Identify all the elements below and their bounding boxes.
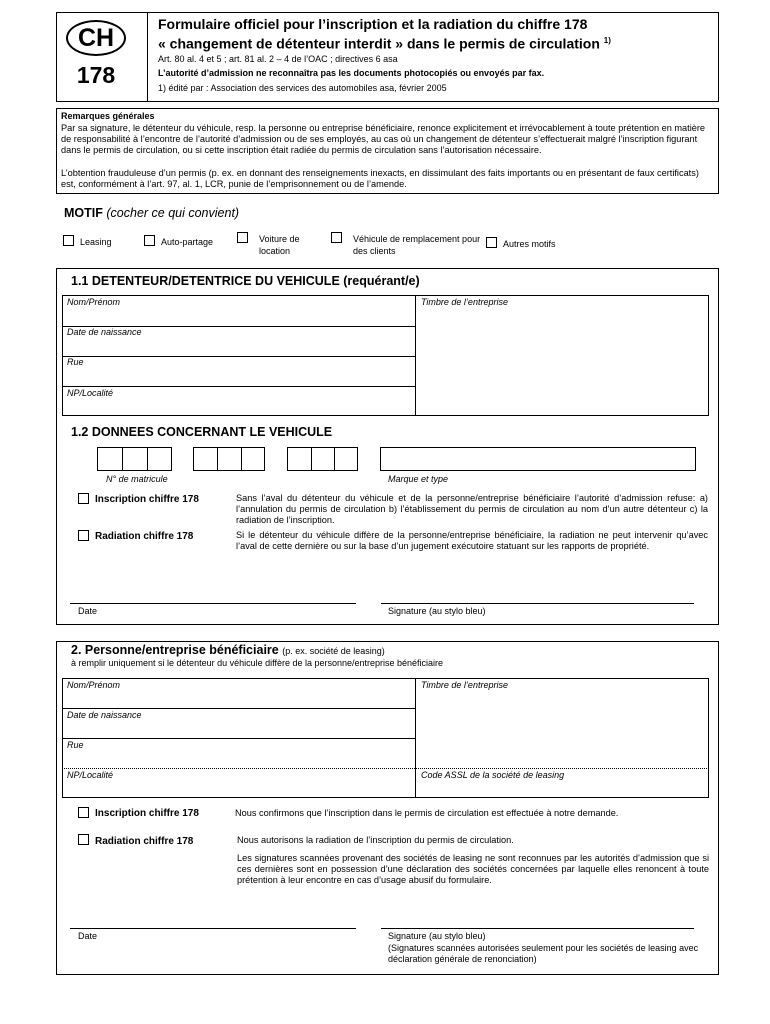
assl-code-field[interactable]: Code ASSL de la société de leasing <box>421 770 565 780</box>
beneficiary-birthdate-field[interactable]: Date de naissance <box>67 710 142 720</box>
motif-location-checkbox[interactable] <box>237 232 248 243</box>
section1-heading: 1.1 DETENTEUR/DETENTRICE DU VEHICULE (requérant/e) <box>71 274 420 288</box>
beneficiary-street-field[interactable]: Rue <box>67 740 84 750</box>
header-divider <box>147 12 148 102</box>
s2-radiation-checkbox[interactable] <box>78 834 89 845</box>
remarks-heading: Remarques générales <box>61 111 155 121</box>
beneficiary-stamp-field[interactable]: Timbre de l’entreprise <box>421 680 508 690</box>
s2-date-label: Date <box>78 931 98 941</box>
motif-leasing-label: Leasing <box>80 237 112 247</box>
section2-heading-label: 2. Personne/entreprise bénéficiaire <box>71 643 279 657</box>
vehicle-heading: 1.2 DONNEES CONCERNANT LE VEHICULE <box>71 425 333 439</box>
remarks-paragraph-1: Par sa signature, le détenteur du véhicule, resp. la personne ou entreprise bénéficiaire, renonce explicitement et irrévocablement à toute prétention en matière de responsabilité à l’encontre de l’autorité d’admission ou de ses employés, au cas où un changement de détenteur s’effectuerait malgré l’inscription figurant dans le permis de circulation, ou si cette inscription était radiée du permis de circulation sans l’autorisation nécessaire. <box>61 123 706 155</box>
s1-radiation-label: Radiation chiffre 178 <box>95 531 194 542</box>
s2-inscription-checkbox[interactable] <box>78 807 89 818</box>
s1-radiation-text: Si le détenteur du véhicule diffère de la personne/entreprise bénéficiaire, la radiation ne peut intervenir qu’avec l’aval de cette dernière ou sur la base d’un jugement exécutoire statuant sur les rapports de propriété. <box>236 530 708 551</box>
s1-inscription-text: Sans l’aval du détenteur du véhicule et de la personne/entreprise bénéficiaire l’autorité d’admission refuse: a) l’annulation du permis de circulation b) l’établissement du permis de circulation au nom d’un autre détenteur c) la radiation de l’inscription. <box>236 493 708 525</box>
motif-hint: (cocher ce qui convient) <box>106 206 240 220</box>
page-title-line1: Formulaire officiel pour l’inscription et la radiation du chiffre 178 <box>158 16 588 32</box>
motif-leasing-checkbox[interactable] <box>63 235 74 246</box>
s1-signature-line[interactable] <box>381 603 694 604</box>
brand-type-label: Marque et type <box>388 474 449 484</box>
edition-note: 1) édité par : Association des services des automobiles asa, février 2005 <box>158 83 447 93</box>
s2-scan-text: Les signatures scannées provenant des sociétés de leasing ne sont reconnues par les autorités d’admission que si ces dernières sont en possession d’une déclaration des sociétés concernées par laquelle elles renoncent à toute prétention à leur encontre en cas d’usage abusif du formulaire. <box>237 853 709 885</box>
title-footnote-marker: 1) <box>603 36 611 45</box>
page-title-line2 <box>158 33 611 52</box>
s2-signature-note: (Signatures scannées autorisées seulement pour les sociétés de leasing avec déclaration générale de renonciation) <box>388 943 699 964</box>
s1-inscription-label: Inscription chiffre 178 <box>95 494 199 505</box>
legal-reference: Art. 80 al. 4 et 5 ; art. 81 al. 2 – 4 de l’OAC ; directives 6 asa <box>158 54 398 64</box>
motif-heading <box>64 206 239 221</box>
section2-subheading: à remplir uniquement si le détenteur du véhicule diffère de la personne/entreprise bénéficiaire <box>71 658 444 668</box>
matricule-label: N° de matricule <box>106 474 168 484</box>
motif-autopartage-label: Auto-partage <box>161 237 214 247</box>
motif-autres-checkbox[interactable] <box>486 237 497 248</box>
motif-heading-label: MOTIF <box>64 206 103 220</box>
photocopy-warning: L’autorité d’admission ne reconnaîtra pas les documents photocopiés ou envoyés par fax. <box>158 68 545 78</box>
country-code: CH <box>77 24 115 52</box>
holder-birthdate-field[interactable]: Date de naissance <box>67 327 142 337</box>
s2-radiation-text: Nous autorisons la radiation de l’inscription du permis de circulation. <box>237 835 514 845</box>
s2-signature-line[interactable] <box>381 928 694 929</box>
brand-type-field[interactable] <box>380 447 696 471</box>
holder-street-field[interactable]: Rue <box>67 357 84 367</box>
holder-locality-field[interactable]: NP/Localité <box>67 388 114 398</box>
s2-inscription-text: Nous confirmons que l’inscription dans le permis de circulation est effectuée à notre demande. <box>235 808 619 818</box>
motif-autres-label: Autres motifs <box>503 239 556 249</box>
section2-heading-hint: (p. ex. société de leasing) <box>282 646 385 656</box>
holder-name-field[interactable]: Nom/Prénom <box>67 297 121 307</box>
s2-date-line[interactable] <box>70 928 356 929</box>
holder-stamp-field[interactable]: Timbre de l’entreprise <box>421 297 508 307</box>
motif-remplacement-checkbox[interactable] <box>331 232 342 243</box>
motif-remplacement-label: Véhicule de remplacement pour des clients <box>353 234 481 256</box>
beneficiary-locality-field[interactable]: NP/Localité <box>67 770 114 780</box>
s1-radiation-checkbox[interactable] <box>78 530 89 541</box>
remarks-paragraph-2: L’obtention frauduleuse d’un permis (p. ex. en donnant des renseignements inexacts, en dissimulant des faits importants ou en présentant de faux certificats) est, conformément à l’art. 97, al. 1, LCR, punie de l’emprisonnement ou de l’amende. <box>61 168 699 189</box>
s1-inscription-checkbox[interactable] <box>78 493 89 504</box>
form-number: 178 <box>76 62 116 88</box>
s2-inscription-label: Inscription chiffre 178 <box>95 808 199 819</box>
s1-signature-label: Signature (au stylo bleu) <box>388 606 486 616</box>
motif-location-label: Voiture de location <box>259 234 300 256</box>
section2-heading <box>71 643 385 658</box>
beneficiary-name-field[interactable]: Nom/Prénom <box>67 680 121 690</box>
motif-autopartage-checkbox[interactable] <box>144 235 155 246</box>
page-title-line2-text: « changement de détenteur interdit » dans le permis de circulation <box>158 35 600 52</box>
s2-signature-label: Signature (au stylo bleu) <box>388 931 486 941</box>
s2-radiation-label: Radiation chiffre 178 <box>95 836 194 847</box>
s1-date-line[interactable] <box>70 603 356 604</box>
s1-date-label: Date <box>78 606 98 616</box>
